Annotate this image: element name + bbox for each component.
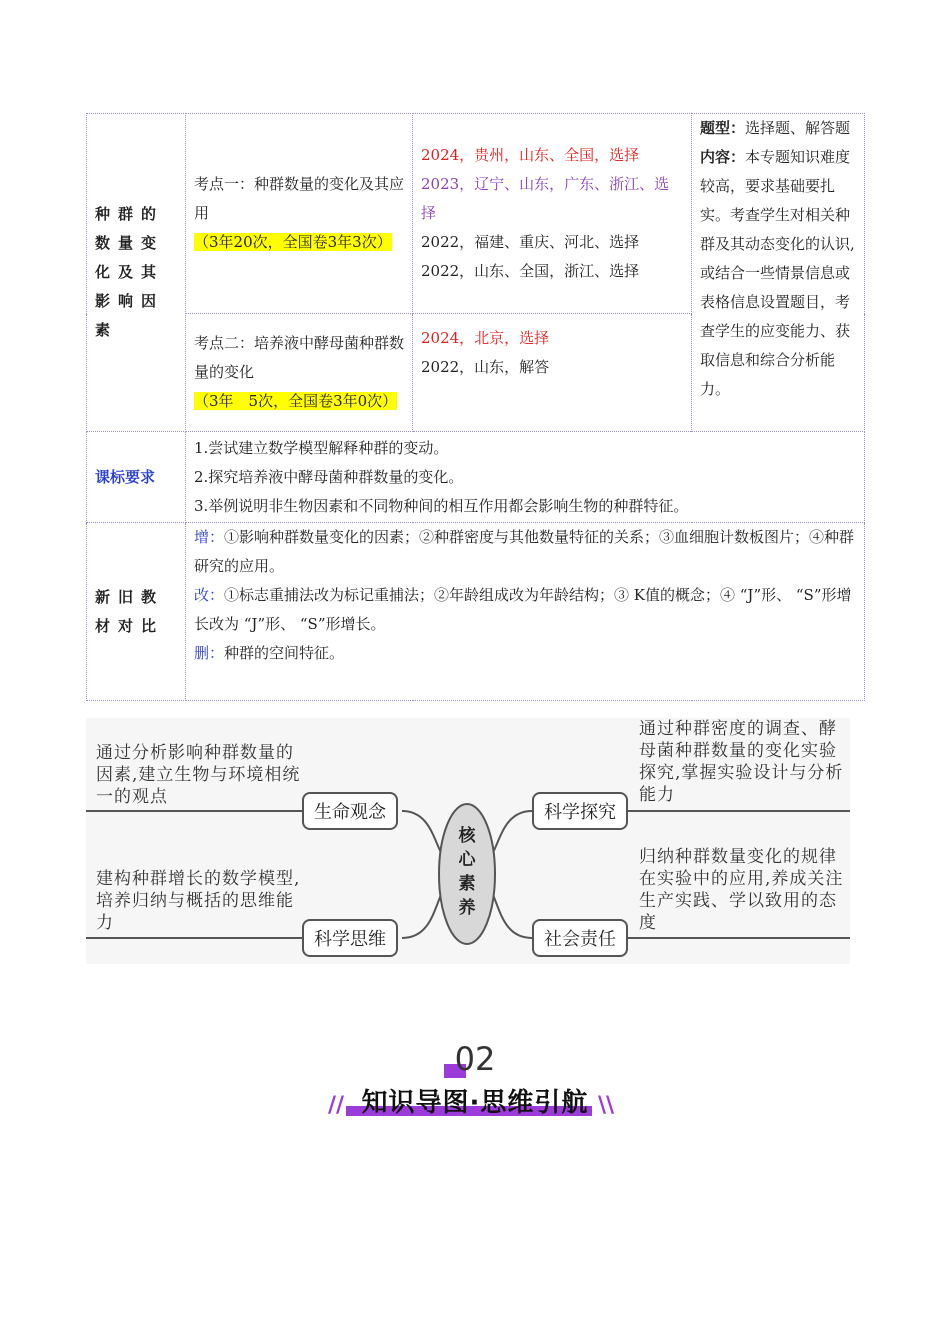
curriculum-item: 3.举例说明非生物因素和不同物种间的相互作用都会影响生物的种群特征。 — [194, 496, 689, 515]
category-textbook-compare: 新旧教材对比 — [87, 523, 186, 701]
exam-point-2-title: 考点二：培养液中酵母菌种群数量的变化 — [194, 334, 405, 381]
divider — [628, 810, 850, 812]
mindmap-desc: 归纳种群数量变化的规律在实验中的应用,养成关注生产实践、学以致用的态度 — [639, 847, 844, 933]
node-science-thinking: 科学思维 — [302, 919, 398, 957]
core-literacy-mindmap — [86, 718, 850, 964]
exam-point-1-exams — [413, 114, 692, 314]
changed-text: ①标志重捕法改为标记重捕法；②年龄组成改为年龄结构；③ K值的概念；④ “J”形、 “S”形增长改为 “J”形、 “S”形增长。 — [194, 586, 852, 633]
exam-point-2-frequency: （3年 5次，全国卷3年0次） — [194, 392, 398, 410]
category-curriculum: 课标要求 — [87, 432, 186, 523]
exam-line: 2022，山东、全国，浙江、选择 — [421, 262, 640, 280]
divider — [628, 937, 850, 939]
exam-line: 2023，辽宁、山东，广东、浙江、选择 — [421, 175, 670, 222]
exam-line: 2024，贵州，山东、全国，选择 — [421, 146, 640, 164]
deleted-line — [194, 639, 856, 668]
category-population-change: 种群的数量变化及其影响因素 — [87, 114, 186, 432]
exam-point-2-exams — [413, 314, 692, 432]
exam-point-1 — [186, 114, 413, 314]
deleted-text: 种群的空间特征。 — [224, 644, 345, 662]
mindmap-desc: 建构种群增长的数学模型,培养归纳与概括的思维能力 — [96, 869, 301, 933]
node-life-concept: 生命观念 — [302, 792, 398, 830]
curriculum-item: 2.探究培养液中酵母菌种群数量的变化。 — [194, 467, 464, 486]
added-text: ①影响种群数量变化的因素；②种群密度与其他数量特征的关系；③血细胞计数板图片；④种群研究的应用。 — [194, 528, 855, 575]
deleted-label: 删： — [194, 644, 225, 662]
question-type-cell — [692, 114, 865, 432]
mindmap-center: 核心素养 — [458, 826, 476, 918]
exam-line: 2024，北京，选择 — [421, 329, 550, 347]
exam-point-1-title: 考点一：种群数量的变化及其应用 — [194, 175, 405, 222]
content-label: 内容： — [700, 148, 746, 166]
exam-line: 2022，山东，解答 — [421, 358, 550, 376]
type-value: 选择题、解答题 — [745, 119, 851, 137]
exam-analysis-table — [86, 113, 865, 701]
exam-point-1-frequency: （3年20次，全国卷3年3次） — [194, 233, 392, 251]
divider — [86, 810, 302, 812]
divider — [86, 937, 302, 939]
content-value: 本专题知识难度较高，要求基础要扎实。考查学生对相关种群及其动态变化的认识,或结合一些情景信息或表格信息设置题目，考查学生的应变能力、获取信息和综合分析能力。 — [700, 148, 855, 398]
curriculum-item: 1.尝试建立数学模型解释种群的变动。 — [194, 438, 449, 457]
mindmap-desc: 通过分析影响种群数量的因素,建立生物与环境相统一的观点 — [96, 743, 301, 807]
changed-line — [194, 581, 856, 639]
mindmap-desc: 通过种群密度的调查、酵母菌种群数量的变化实验探究,掌握实验设计与分析能力 — [639, 719, 844, 805]
type-label: 题型： — [700, 119, 746, 137]
section-number: 02 — [454, 1040, 496, 1078]
exam-line: 2022，福建、重庆、河北、选择 — [421, 233, 640, 251]
changed-label: 改： — [194, 586, 225, 604]
exam-point-2 — [186, 314, 413, 432]
slash-left-icon: // — [328, 1093, 345, 1118]
added-line — [194, 523, 856, 581]
curriculum-items — [186, 432, 865, 523]
textbook-compare — [186, 523, 865, 701]
node-social-responsibility: 社会责任 — [532, 919, 628, 957]
section-title: 知识导图·思维引航 — [361, 1088, 589, 1118]
slash-right-icon: \\ — [598, 1093, 615, 1118]
added-label: 增： — [194, 528, 225, 546]
node-science-inquiry: 科学探究 — [532, 792, 628, 830]
